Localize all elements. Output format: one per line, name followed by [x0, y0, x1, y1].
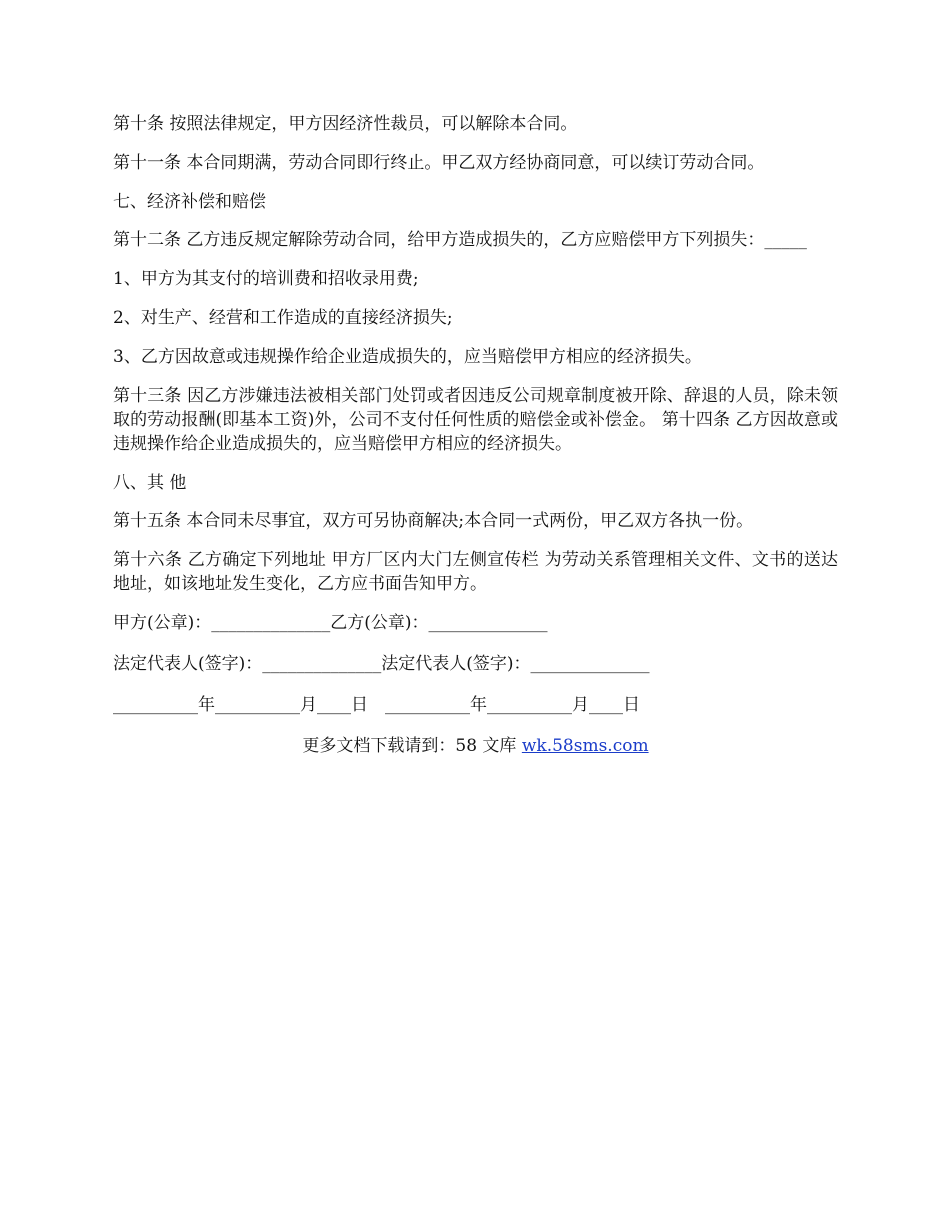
article-15: 第十五条 本合同未尽事宜，双方可另协商解决;本合同一式两份，甲乙双方各执一份。 [113, 511, 754, 531]
article-12: 第十二条 乙方违反规定解除劳动合同，给甲方造成损失的，乙方应赔偿甲方下列损失：_____ [113, 230, 807, 250]
document-page [113, 112, 838, 758]
list-item-3: 3、乙方因故意或违规操作给企业造成损失的，应当赔偿甲方相应的经济损失。 [113, 347, 702, 367]
article-10: 第十条 按照法律规定，甲方因经济性裁员，可以解除本合同。 [113, 114, 578, 134]
article-13-14: 第十三条 因乙方涉嫌违法被相关部门处罚或者因违反公司规章制度被开除、辞退的人员，除未领取的劳动报酬(即基本工资)外，公司不支付任何性质的赔偿金或补偿金。 第十四条 乙方因故意或违规操作给企业造成损失的，应当赔偿甲方相应的经济损失。 [113, 386, 838, 454]
date-line: __________年__________月____日 __________年__________月____日 [113, 695, 640, 715]
list-item-2: 2、对生产、经营和工作造成的直接经济损失; [113, 308, 453, 328]
download-footer [113, 734, 838, 758]
list-item-1: 1、甲方为其支付的培训费和招收录用费; [113, 269, 419, 289]
seal-signature-line: 甲方(公章)：______________乙方(公章)：______________ [113, 613, 548, 633]
section-8-heading: 八、其 他 [113, 473, 187, 493]
footer-link[interactable]: wk.58sms.com [521, 736, 649, 756]
footer-prefix: 更多文档下载请到：58 文库 [302, 736, 522, 756]
section-7-heading: 七、经济补偿和赔偿 [113, 192, 266, 212]
article-11: 第十一条 本合同期满，劳动合同即行终止。甲乙双方经协商同意，可以续订劳动合同。 [113, 153, 765, 173]
article-16: 第十六条 乙方确定下列地址 甲方厂区内大门左侧宣传栏 为劳动关系管理相关文件、文书的送达地址，如该地址发生变化，乙方应书面告知甲方。 [113, 550, 838, 594]
representative-signature-line: 法定代表人(签字)：______________法定代表人(签字)：______________ [113, 654, 650, 674]
